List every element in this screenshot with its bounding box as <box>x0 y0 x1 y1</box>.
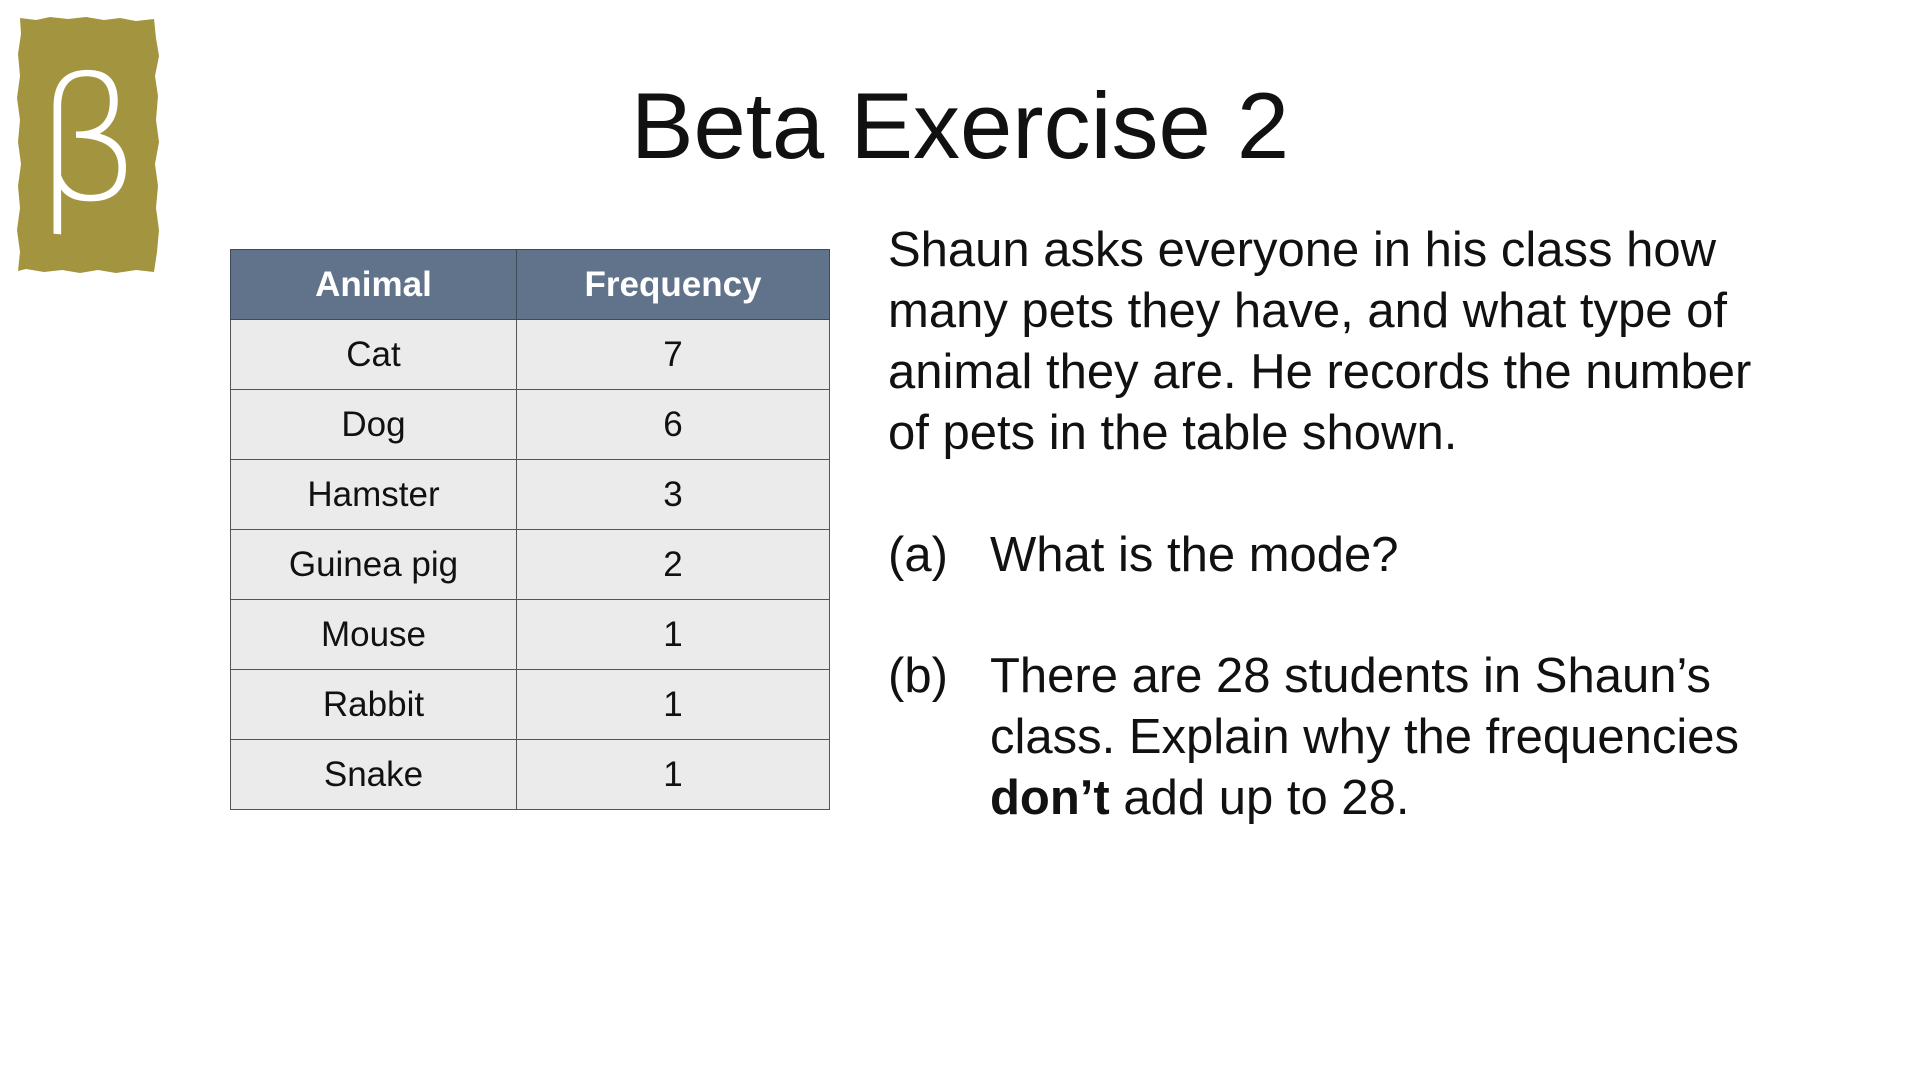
question-text-block <box>888 220 1888 829</box>
animal-cell: Dog <box>231 390 517 460</box>
table-row <box>231 320 830 390</box>
table-row <box>231 670 830 740</box>
animal-cell: Snake <box>231 740 517 810</box>
frequency-cell: 6 <box>517 390 830 460</box>
table-row <box>231 460 830 530</box>
animal-cell: Guinea pig <box>231 530 517 600</box>
frequency-table <box>230 249 830 810</box>
beta-symbol: β <box>33 42 143 240</box>
question-b <box>888 646 1888 829</box>
frequency-cell: 1 <box>517 740 830 810</box>
animal-cell: Rabbit <box>231 670 517 740</box>
question-b-emphasis: don’t <box>990 771 1110 825</box>
animal-cell: Mouse <box>231 600 517 670</box>
animal-cell: Hamster <box>231 460 517 530</box>
page-title: Beta Exercise 2 <box>630 73 1290 178</box>
question-b-label: (b) <box>888 649 948 703</box>
frequency-cell: 1 <box>517 600 830 670</box>
question-a-text: What is the mode? <box>990 528 1399 582</box>
table-row <box>231 530 830 600</box>
question-b-text-end: add up to 28. <box>1109 771 1410 825</box>
frequency-cell: 7 <box>517 320 830 390</box>
frequency-cell: 2 <box>517 530 830 600</box>
table-row <box>231 600 830 670</box>
header-animal: Animal <box>231 250 517 320</box>
question-a <box>888 525 1888 586</box>
frequency-cell: 1 <box>517 670 830 740</box>
question-b-text-start: There are 28 students in Shaun’s class. Explain why the frequencies <box>990 649 1739 764</box>
table-header-row <box>231 250 830 320</box>
table-row <box>231 740 830 810</box>
table-row <box>231 390 830 460</box>
question-a-label: (a) <box>888 528 948 582</box>
intro-paragraph: Shaun asks everyone in his class how many pets they have, and what type of animal they are. He records the number of pets in the table shown. <box>888 223 1752 460</box>
animal-cell: Cat <box>231 320 517 390</box>
question-b-text <box>990 646 1770 829</box>
frequency-cell: 3 <box>517 460 830 530</box>
header-frequency: Frequency <box>517 250 830 320</box>
